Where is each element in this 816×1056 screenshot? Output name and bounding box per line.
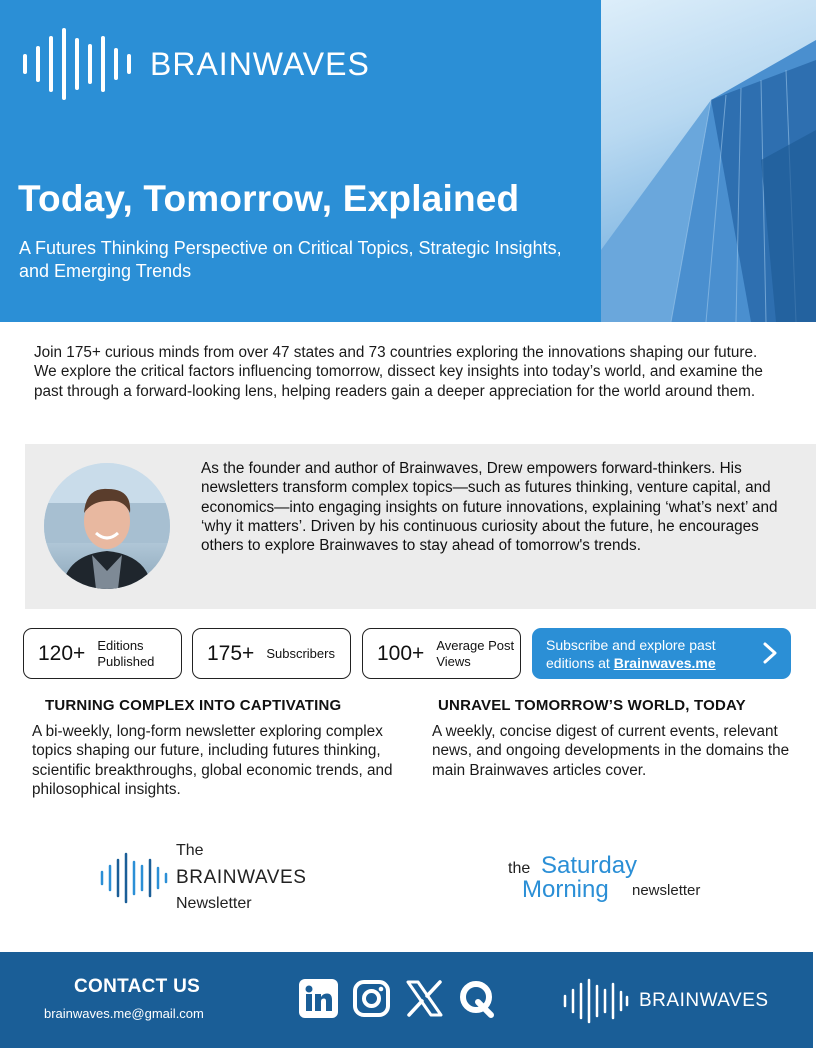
- founder-panel: [25, 444, 816, 609]
- x-icon[interactable]: [405, 979, 444, 1018]
- brainwaves-newsletter-logo: [100, 840, 340, 920]
- instagram-icon[interactable]: [352, 979, 391, 1018]
- contact-email[interactable]: brainwaves.me@gmail.com: [44, 1006, 204, 1021]
- newsletter-morning: Morning: [522, 876, 609, 903]
- footer-logo: [563, 978, 769, 1024]
- stat-subscribers: [192, 628, 351, 679]
- brand-name: BRAINWAVES: [150, 45, 370, 82]
- stat-number: 175+: [207, 641, 255, 665]
- footer: [0, 952, 813, 1048]
- chevron-right-icon: [759, 641, 781, 665]
- column-body: A weekly, concise digest of current events, relevant news, and ongoing developments in the domains the main Brainwaves articles cover.: [432, 723, 790, 779]
- brainwaves-link[interactable]: Brainwaves.me: [613, 655, 716, 671]
- contact-heading: CONTACT US: [74, 976, 201, 997]
- stat-label: Editions Published: [97, 637, 155, 669]
- soundwave-logo-icon: [100, 852, 168, 904]
- newsletter-brand: BRAINWAVES: [176, 867, 307, 888]
- stat-label: Average Post Views: [436, 637, 515, 669]
- newsletter-saturday: Saturday: [541, 852, 638, 879]
- subscribe-text: [546, 636, 761, 672]
- stat-editions: [23, 628, 182, 679]
- stat-label: Subscribers: [266, 645, 335, 661]
- stat-number: 100+: [377, 641, 425, 665]
- newsletter-suffix: Newsletter: [176, 895, 252, 912]
- newsletter-prefix: the: [508, 860, 531, 877]
- column-heading: UNRAVEL TOMORROW’S WORLD, TODAY: [438, 697, 746, 714]
- founder-avatar: [44, 463, 170, 589]
- page-subtitle: A Futures Thinking Perspective on Critical Topics, Strategic Insights, and Emerging Trends: [19, 238, 562, 281]
- column-heading: TURNING COMPLEX INTO CAPTIVATING: [45, 697, 342, 714]
- brand-logo: [22, 28, 370, 100]
- footer-brand: BRAINWAVES: [639, 990, 769, 1011]
- social-links: [299, 979, 497, 1018]
- stat-number: 120+: [38, 641, 86, 665]
- linkedin-icon[interactable]: [299, 979, 338, 1018]
- intro-paragraph: Join 175+ curious minds from over 47 states and 73 countries exploring the innovations shaping our future. We explore the critical factors influencing tomorrow, dissect key insights into today’s world, and examine the past through a forward-looking lens, helping readers gain a deeper appreciation for the world around them.: [34, 344, 763, 400]
- hero-banner: [0, 0, 816, 322]
- newsletter-suffix: newsletter: [632, 882, 701, 899]
- subscribe-button[interactable]: [532, 628, 791, 679]
- skyscraper-image: [601, 0, 816, 322]
- soundwave-logo-icon: [22, 28, 134, 100]
- saturday-morning-logo: [508, 852, 748, 908]
- newsletter-prefix: The: [176, 842, 204, 859]
- page-title: Today, Tomorrow, Explained: [18, 178, 520, 219]
- founder-bio: As the founder and author of Brainwaves, Drew empowers forward-thinkers. His newsletters transform complex topics—such as futures thinking, venture capital, and economics—into engaging insights on future innovations, explaining ‘what’s next’ and ‘why it matters’. Driven by his continuous curiosity about the future, he encourages others to explore Brainwaves to stay ahead of tomorrow's trends.: [201, 460, 778, 555]
- soundwave-logo-icon: [563, 978, 629, 1024]
- quora-icon[interactable]: [458, 979, 497, 1018]
- stat-post-views: [362, 628, 521, 679]
- column-body: A bi-weekly, long-form newsletter exploring complex topics shaping our future, including futures thinking, scientific breakthroughs, global economic trends, and philosophical insights.: [32, 723, 393, 798]
- subscribe-label: Subscribe and explore past editions at: [546, 637, 716, 671]
